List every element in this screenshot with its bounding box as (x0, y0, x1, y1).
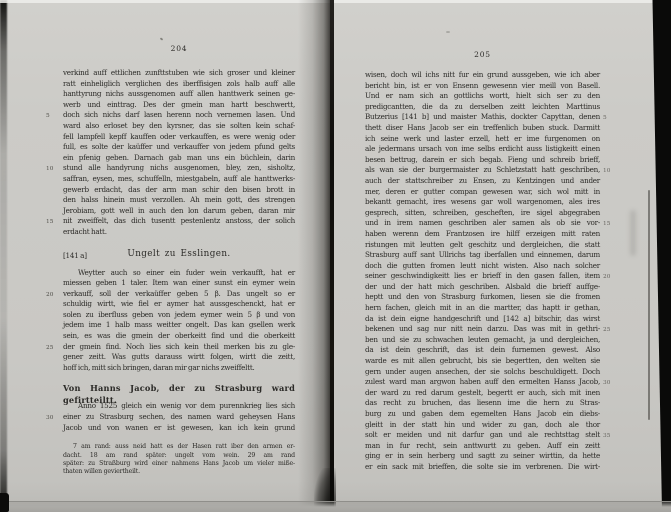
margin-line-number: 15 (603, 221, 611, 228)
section-heading-bracketed (63, 249, 295, 260)
text-line (63, 142, 295, 153)
line-text: heptt und den von Strasburg furkomen, liesen sie die fromen (365, 292, 600, 302)
line-text: gesprech, sitten, schreiben, gescheften, ire sigel abgegraben (365, 207, 600, 217)
text-line (365, 420, 600, 431)
line-text: erdacht hatt. (63, 226, 107, 236)
margin-line-number: 30 (46, 415, 54, 422)
scan-right-edge-black-band (646, 0, 671, 512)
text-line (365, 176, 600, 187)
text-line (365, 112, 607, 123)
text-line (365, 409, 600, 420)
line-text: miessen geben 1 taler. Item wan einer sunst ein eymer wein (63, 278, 295, 288)
book-gutter-line (330, 0, 334, 512)
line-text: da ist dein geschrift, das ist dein furnemen gewest. Also (365, 345, 600, 355)
text-line (365, 81, 600, 92)
line-text: ward also erloset bey den kyrsner, das sie solten kein schaf- (63, 120, 295, 130)
margin-line-number: 5 (603, 115, 607, 122)
line-text: wisen, doch wil ichs nitt fur ein grund aussgeben, wie ich aber (365, 70, 600, 79)
scan-bottom-band (0, 501, 671, 512)
footnote-line (63, 460, 295, 468)
line-text: bericht bin, ist er von Ensenn gewesenn vier meill von Basell. (365, 80, 600, 90)
line-text: Jacob und von wanen er ist gewesen, kan ich kein grund (63, 422, 295, 432)
footnote-line (63, 443, 295, 451)
text-line (365, 398, 600, 409)
line-text: Butzerius [141 b] und maister Mathis, dockter Capyttan, denen (365, 112, 600, 122)
line-text: gener zeitt. Was gutts darauss wirtt folgen, wirtt die zeitt, (63, 352, 295, 362)
margin-line-number: 25 (603, 327, 611, 334)
line-text: full, es solte der kaüffer und verkauffer von jedem pfund gelts (63, 142, 295, 152)
line-text: er ein sack mit brieffen, die solte sie im verbrenen. Die wirt- (365, 461, 600, 471)
margin-line-number: 5 (46, 113, 50, 120)
line-text: stund alle handyrung nichs ausgenomen, bley, zen, sisholtz, (63, 163, 295, 173)
margin-line-number: 10 (46, 166, 54, 173)
line-text: fell lampfell kepff kauffen oder verkauffen, es were wenig oder (63, 131, 295, 141)
text-line (46, 163, 295, 174)
margin-line-number: 20 (46, 291, 54, 298)
margin-line-number: 10 (603, 168, 611, 175)
footnote-line (63, 452, 295, 460)
text-line (365, 155, 600, 166)
left-page-text-column (46, 68, 295, 476)
text-line (46, 288, 295, 300)
line-text: Jerobiam, gott well in auch den lon darum geben, daran mir (63, 205, 295, 215)
text-line (365, 134, 600, 145)
text-line (63, 68, 295, 79)
line-text: der gmein find. Noch lies sich kein theil merken bis zu gle- (63, 341, 295, 351)
text-line (365, 430, 611, 441)
line-text: hanttyrung nichs aussgenomen auff allen hanttwerk seinen ge- (63, 89, 295, 99)
line-text: ein pfenig geben. Darnach gab man uns ein büchlein, darin (63, 152, 295, 162)
footnote-block (63, 443, 295, 476)
line-text: bekenen und sag nur nitt nein darzu. Das was mit in gethri- (365, 324, 600, 334)
margin-line-number: 25 (46, 344, 54, 351)
book-gutter-bottom-shadow (314, 468, 336, 512)
text-line (365, 462, 600, 473)
text-line (365, 314, 600, 325)
text-line (365, 102, 600, 113)
book-gutter-shadow (298, 0, 330, 512)
text-line (63, 174, 295, 185)
line-text: den halss hinein must verzollen. Ah mein gott, des strengen (63, 195, 295, 205)
line-text: ging er in sein herberg und sagtt zu seiner wirttin, da hette (365, 451, 600, 461)
line-text: doch die gutten fromen leutt nicht wisten. Also nach solcher (365, 260, 600, 270)
line-text: werb und einttrag. Des der gmein man hartt beschwertt, (63, 99, 295, 109)
text-line (365, 451, 600, 462)
margin-line-number: 30 (603, 380, 611, 387)
text-line (365, 388, 600, 399)
paragraph (46, 267, 295, 374)
text-line (365, 282, 600, 293)
paragraph (46, 68, 295, 238)
line-text: ristungen mit leutten gelt geschitz und dergleichen, die statt (365, 239, 600, 249)
line-text: haben werenn dem Frantzosen ire hilff erzeigen mitt raten (365, 228, 600, 238)
text-line (63, 299, 295, 310)
text-line (365, 377, 611, 388)
right-page-text-column (365, 70, 611, 473)
text-line (365, 144, 600, 155)
text-line (365, 123, 600, 134)
paragraph (365, 70, 611, 473)
line-text: doch sich nichs darf lasen herenn noch vernemen lasen. Und (63, 110, 295, 120)
line-text: Anno 1525 gleich ein wenig vor dem purennkrieg lies sich (78, 401, 295, 411)
line-text: der und der hatt mich geschriben. Alsbald die brieff auffge- (365, 281, 600, 291)
text-line (63, 310, 295, 321)
text-line (365, 345, 600, 356)
text-line (63, 423, 295, 434)
text-line (63, 331, 295, 342)
scan-bottom-left-mark (0, 493, 9, 512)
text-line (63, 227, 295, 238)
line-text: sein, es was die gmein der oberkeitt find und die oberkeitt (63, 331, 295, 341)
text-line (46, 110, 295, 121)
text-line (365, 91, 600, 102)
text-line (365, 208, 600, 219)
line-text: burg zu und gaben dem egemelten Hans Jacob ein diebs- (365, 409, 600, 418)
line-text: solt er meiden und nit darfur gan und ale rechtsttag stelt (365, 430, 600, 440)
text-line (365, 292, 600, 303)
margin-line-number: 35 (603, 433, 611, 440)
line-text: dacht. 18 am rand später: ungelt vom wein. 29 am rand (63, 451, 295, 459)
line-text: ratt einheliglich verglichen des iberffisigen zols halb auff alle (63, 78, 295, 88)
line-text: einer zu Strasburg sechen, des namen ward geheysen Hans (63, 412, 295, 422)
text-line (63, 100, 295, 111)
line-text: hern fachen, gleich mit in an die martter, das haptt ir gethan, (365, 303, 600, 313)
line-text: schuldig wirtt, wie fiel er aymer hat aussgeschenckt, hat er (63, 299, 295, 309)
line-text: jedem ime 1 halb mass weitter ongelt. Das kan gsellen werk (63, 320, 295, 330)
text-line (365, 335, 600, 346)
text-line (63, 132, 295, 143)
text-line (365, 70, 600, 81)
text-line (63, 320, 295, 331)
line-text: bekantt gemacht, ires wesens gar woll wargenomen, ales ires (365, 197, 600, 207)
line-text: hoff ich, mitt sich bringen, daran mir gar nichs zweiffeltt. (63, 362, 255, 372)
left-page-number: 204 (170, 44, 188, 53)
scan-speck (446, 31, 450, 33)
scan-speck (160, 37, 164, 40)
line-text: Strasburg auff sant Ullrichs tag iberfallen und einnemen, darum (365, 250, 600, 260)
text-line (365, 240, 600, 251)
text-line (365, 303, 600, 314)
margin-line-number: 20 (603, 274, 611, 281)
line-text: später: zu Straßburg wird einer nahmens Hans Jacob um vieler miße- (63, 459, 295, 467)
text-line (365, 441, 600, 452)
paragraph (46, 401, 295, 433)
text-line (365, 250, 600, 261)
line-text: verkind auff ettlichen zunfttstuben wie sich groser und kleiner (63, 68, 295, 77)
text-line (46, 341, 295, 353)
text-line (63, 278, 295, 289)
text-line (365, 197, 600, 208)
line-text: da ist dein eigne handgeschrift und [142 a] bitschir, das wirst (365, 313, 600, 323)
text-line (63, 185, 295, 196)
text-line (365, 229, 600, 240)
text-line (63, 206, 295, 217)
text-line (63, 268, 295, 279)
text-line (63, 79, 295, 90)
line-text: gleitt in der statt hin und wider zu gan, doch ale thor (365, 419, 600, 429)
line-text: ich seine werk und laster erzell, hett er ime furgenomen on (365, 133, 600, 143)
line-text: zulest ward man argwon haben auff den ermelten Hanss Jacob, (365, 377, 600, 387)
text-line (365, 367, 600, 378)
line-text: Und er nam sich an gottlichs wortt, hielt sich ser zu den (365, 91, 600, 101)
text-line (63, 153, 295, 164)
line-text: auch der stattschreiber zu Ensen, zu Kentzingen und ander (365, 175, 600, 185)
line-text: warde es mit allen gebrucht, bis sie begertten, den welten sie (365, 356, 600, 366)
text-line (365, 218, 611, 229)
footnote-line (63, 468, 295, 476)
text-line (63, 401, 295, 412)
text-line (63, 195, 295, 206)
line-text: ben und sie zu schwachen leuten gemacht, ja und dergleichen, (365, 334, 600, 344)
line-text: das recht zu bruchen, das liesenn ime die hern zu Stras- (365, 398, 600, 408)
text-line (365, 271, 611, 282)
line-text: und in irem namen geschriben aler samen als ob sie vor- (365, 218, 600, 228)
text-line (63, 89, 295, 100)
line-text: seiner geschwindigkeitt lies er brieff in den gasen fallen, item (365, 271, 600, 281)
line-text: saffran, eysen, mes, schuffelln, miestgabeln, auff ale hanttwerks- (63, 173, 295, 183)
right-page-edge-line (648, 190, 650, 420)
line-text: verkauff, soll der verkaüffer geben 5 β. Das ungelt so er (63, 288, 295, 298)
manuscript-folio-reference: [141 a] (63, 250, 87, 260)
scan-top-edge-highlight (0, 0, 671, 3)
line-text: ale jedermans ursach von ime selbs erdicht auss listigkeitt einen (365, 144, 600, 154)
text-line (365, 187, 600, 198)
text-line (365, 165, 611, 176)
text-line (46, 412, 295, 423)
text-line (365, 324, 611, 335)
line-text: als wan sie der burgermaister zu Schletzstatt hatt geschriben, (365, 165, 600, 175)
line-text: man in fur recht, sein anttwurtt zu geben. Auff ein zeitt (365, 440, 600, 450)
line-text: thett diser Hans Jacob ser ein treffenlich buben stuck. Darmitt (365, 122, 600, 132)
line-text: predigcantten, die da zu derselben zeitt leichten Marttinus (365, 101, 600, 111)
line-text: gern under augen ansechen, der sie solchs beschuldigett. Doch (365, 366, 600, 376)
scan-smudge (630, 210, 636, 256)
line-text: 7 am rand: auss neid hatt es der Hasen ratt iber den armen er- (73, 443, 295, 451)
text-line (46, 216, 295, 227)
text-line (365, 261, 600, 272)
line-text: thaten willen geviertheilt. (63, 468, 140, 476)
text-line (63, 121, 295, 132)
line-text: besen bettrug, darein er sich begab. Fieng und schreib brieff, (365, 154, 600, 164)
line-text: der ward zu red darum gestelt, begertt er auch, sich mit inen (365, 387, 600, 397)
section-heading: Von Hanns Jacob, der zu Strasburg ward gefirtteiltt. (63, 383, 295, 406)
line-text: mer, deren er gutter compan gewesen war, sich wol mitt in (365, 186, 600, 196)
line-text: gewerb erdacht, das der arm man schir den bisen brott in (63, 184, 295, 194)
text-line (63, 352, 295, 363)
margin-line-number: 15 (46, 219, 54, 226)
line-text: solen zu iberfluss geben von jedem eymer wein 5 β und von (63, 309, 295, 319)
heading-title: Ungelt zu Esslingen. (127, 248, 231, 259)
right-page-number: 205 (474, 50, 491, 59)
line-text: Weytter auch so einer ein fuder wein verkaufft, hat er (78, 267, 295, 277)
text-line (63, 363, 295, 374)
text-line (365, 356, 600, 367)
line-text: nit zweiffelt, das dich tusentt pestenlentz anstoss, der solich (63, 216, 295, 226)
scan-left-edge-shadow (0, 0, 7, 512)
